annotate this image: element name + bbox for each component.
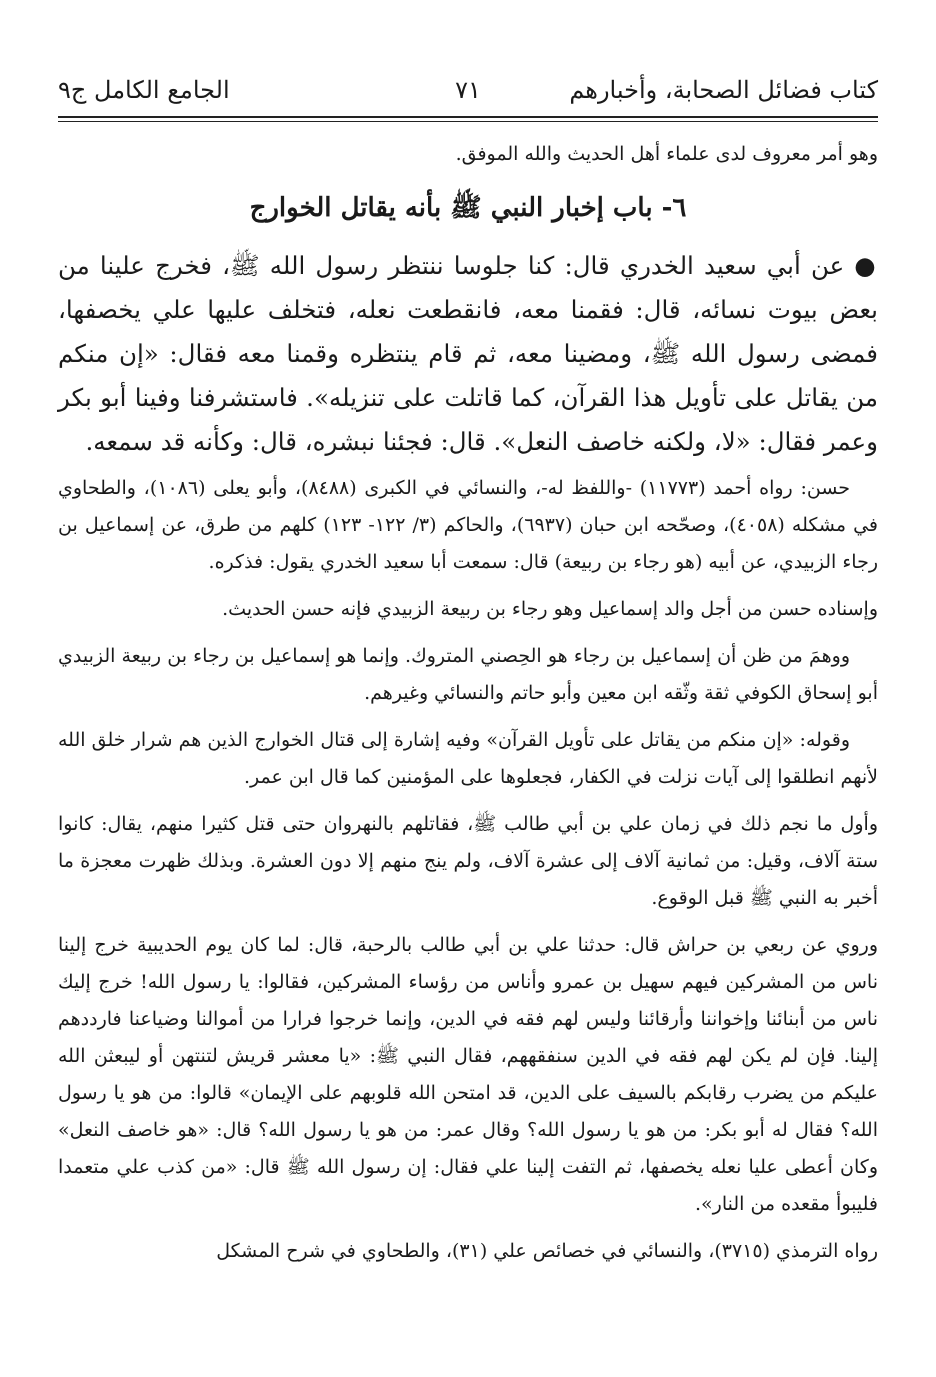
commentary-paragraph-2: وأول ما نجم ذلك في زمان علي بن أبي طالب ﷺ، فقاتلهم بالنهروان حتى قتل كثيرا منهم، يقال: كانوا ستة آلاف، وقيل: من ثمانية آلاف إلى عشرة آلاف، ولم ينج منهم إلا دون العشرة. وبذلك ظهرت معجزة ما أخبر به النبي ﷺ قبل الوقوع. (58, 813, 878, 909)
hadith-text (58, 244, 878, 464)
commentary-paragraph-1: وقوله: «إن منكم من يقاتل على تأويل القرآن» وفيه إشارة إلى قتال الخوارج الذين هم شرار خلق الله لأنهم انطلقوا إلى آيات نزلت في الكفار، فجعلوها على المؤمنين كما قال ابن عمر. (58, 729, 878, 788)
wahm-note: ووهمَ من ظن أن إسماعيل بن رجاء هو الحِصني المتروك. وإنما هو إسماعيل بن رجاء بن ربيعة الزبيدي أبو إسحاق الكوفي ثقة وثّقه ابن معين وأبو حاتم والنسائي وغيرهم. (58, 645, 878, 704)
chapter-title: ٦- باب إخبار النبي ﷺ بأنه يقاتل الخوارج (249, 193, 687, 223)
ribi-hadith-paragraph: وروي عن ربعي بن حراش قال: حدثنا علي بن أبي طالب بالرحبة، قال: لما كان يوم الحديبية خرج إلينا ناس من المشركين فيهم سهيل بن عمرو وأناس من رؤساء المشركين، فقالوا: يا رسول الله! خرج إليك ناس من أبنائنا وإخواننا وأرقائنا وليس لهم فقه في الدين، وإنما خرجوا فرارا من أموالنا وضياعنا فارددهم إلينا. فإن لم يكن لهم فقه في الدين سنفقههم، فقال النبي ﷺ: «يا معشر قريش لتنتهن أو ليبعثن الله عليكم من يضرب رقابكم بالسيف على الدين، قد امتحن الله قلوبهم على الإيمان» قالوا: من هو يا رسول الله؟ فقال له أبو بكر: من هو يا رسول الله؟ وقال عمر: من هو يا رسول الله؟ قال: «هو خاصف النعل» وكان أعطى عليا نعله يخصفها، ثم التفت إلينا علي فقال: إن رسول الله ﷺ قال: «من كذب علي متعمدا فليبوأ مقعده من النار». (58, 934, 878, 1215)
book-title: كتاب فضائل الصحابة، وأخبارهم (569, 76, 878, 104)
header-rule-thick (58, 116, 878, 118)
final-reference-line: رواه الترمذي (٣٧١٥)، والنسائي في خصائص علي (٣١)، والطحاوي في شرح المشكل (216, 1240, 878, 1262)
page-header (58, 70, 878, 110)
volume-label: الجامع الكامل ج٩ (58, 76, 230, 104)
isnad-note: وإسناده حسن من أجل والد إسماعيل وهو رجاء بن ربيعة الزبيدي فإنه حسن الحديث. (222, 598, 878, 620)
bullet-icon: ● (854, 251, 878, 280)
page-number: ٧١ (455, 76, 481, 104)
intro-line: وهو أمر معروف لدى علماء أهل الحديث والله الموفق. (455, 143, 878, 165)
hadith-body: عن أبي سعيد الخدري قال: كنا جلوسا ننتظر رسول الله ﷺ، فخرج علينا من بعض بيوت نسائه، قال: فقمنا معه، فانقطعت نعله، فتخلف عليها علي يخصفها، فمضى رسول الله ﷺ، ومضينا معه، ثم قام ينتظره وقمنا معه فقال: «إن منكم من يقاتل على تأويل هذا القرآن، كما قاتلت على تنزيله». فاستشرفنا وفينا أبو بكر وعمر فقال: «لا، ولكنه خاصف النعل». قال: فجئنا نبشره، قال: وكأنه قد سمعه. (58, 251, 878, 456)
header-rule-thin (58, 121, 878, 122)
takhrij-paragraph: حسن: رواه أحمد (١١٧٧٣) -واللفظ له-، والنسائي في الكبرى (٨٤٨٨)، وأبو يعلى (١٠٨٦)، والطحاوي في مشكله (٤٠٥٨)، وصحّحه ابن حبان (٦٩٣٧)، والحاكم (٣/ ١٢٢- ١٢٣) كلهم من طرق، عن إسماعيل بن رجاء الزبيدي، عن أبيه (هو رجاء بن ربيعة) قال: سمعت أبا سعيد الخدري يقول: فذكره. (58, 477, 878, 573)
